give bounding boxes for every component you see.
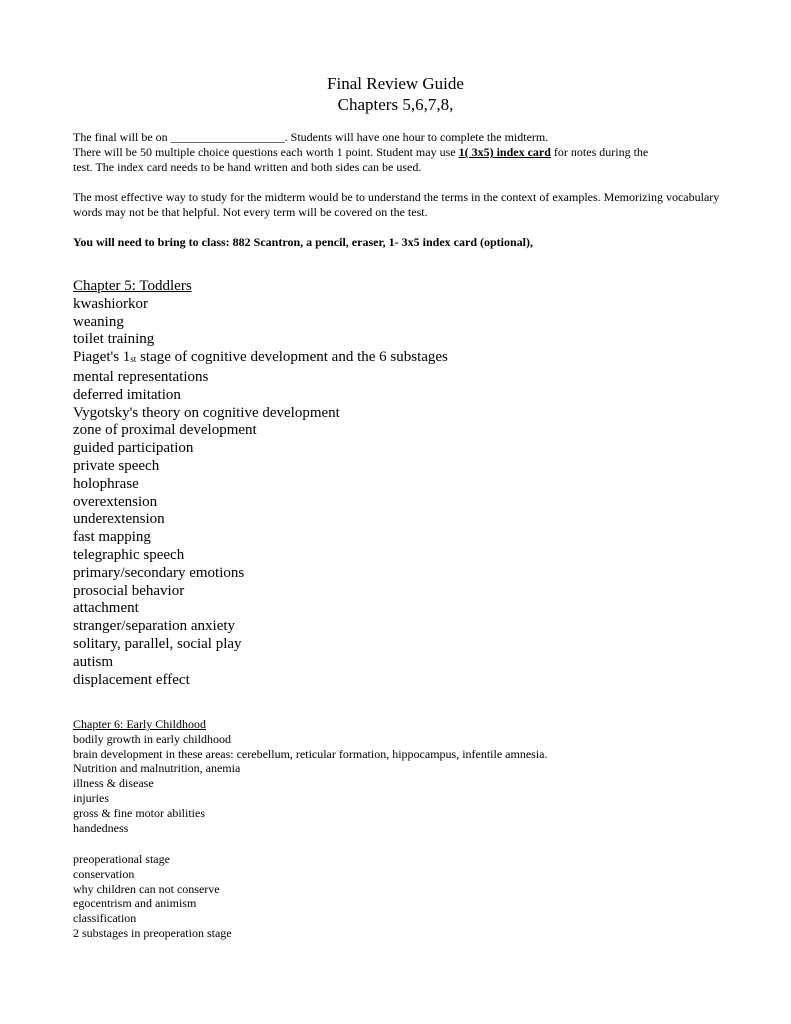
- list-item: gross & fine motor abilities: [73, 805, 205, 820]
- list-item: illness & disease: [73, 776, 154, 791]
- chapter5-terms-list: [73, 296, 448, 690]
- chapter5-section: [73, 278, 448, 689]
- list-item: private speech: [73, 457, 160, 474]
- chapter6-terms-list: [73, 732, 548, 836]
- list-item: autism: [73, 653, 113, 670]
- list-item: kwashiorkor: [73, 295, 148, 312]
- piaget-text-tail: stage of cognitive development and the 6 substages: [136, 349, 448, 366]
- intro-questions-text: There will be 50 multiple choice questions each worth 1 point. Student may use: [73, 145, 459, 159]
- list-item: [73, 349, 448, 369]
- page-title: Final Review Guide: [327, 74, 464, 93]
- piaget-text: Piaget's 1: [73, 349, 131, 366]
- list-item: overextension: [73, 493, 158, 510]
- list-item: zone of proximal development: [73, 422, 257, 439]
- list-item: telegraphic speech: [73, 546, 185, 563]
- chapter6-section: [73, 717, 548, 835]
- list-item: conservation: [73, 866, 135, 881]
- index-card-emphasis: 1( 3x5) index card: [458, 145, 551, 159]
- list-item: mental representations: [73, 368, 209, 385]
- title-block: [0, 73, 791, 115]
- list-item: egocentrism and animism: [73, 896, 197, 911]
- chapter6-heading: Chapter 6: Early Childhood: [73, 717, 206, 731]
- intro-line-index-card: test. The index card needs to be hand written and both sides can be used.: [73, 160, 422, 174]
- list-item: handedness: [73, 820, 129, 835]
- list-item: 2 substages in preoperation stage: [73, 925, 232, 940]
- list-item: stranger/separation anxiety: [73, 618, 236, 635]
- study-advice: The most effective way to study for the midterm would be to understand the terms in the context of examples. Memorizing vocabulary words may not be that helpful. Not every term will be covered on the test.: [73, 190, 720, 219]
- ordinal-suffix: st: [130, 354, 137, 365]
- list-item: why children can not conserve: [73, 881, 220, 896]
- list-item: toilet training: [73, 331, 155, 348]
- bring-to-class: You will need to bring to class: 882 Scantron, a pencil, eraser, 1- 3x5 index card (optional),: [73, 235, 534, 249]
- list-item: brain development in these areas: cerebellum, reticular formation, hippocampus, infentile amnesia.: [73, 746, 548, 761]
- spacer: [73, 220, 733, 235]
- list-item: Vygotsky's theory on cognitive development: [73, 404, 340, 421]
- chapter5-heading: Chapter 5: Toddlers: [73, 278, 192, 294]
- page-subtitle: Chapters 5,6,7,8,: [337, 95, 454, 114]
- list-item: bodily growth in early childhood: [73, 731, 231, 746]
- list-item: solitary, parallel, social play: [73, 635, 242, 652]
- intro-questions-tail: for notes during the: [550, 145, 649, 159]
- list-item: classification: [73, 911, 137, 926]
- list-item: injuries: [73, 790, 109, 805]
- list-item: Nutrition and malnutrition, anemia: [73, 761, 241, 776]
- list-item: weaning: [73, 313, 124, 330]
- list-item: fast mapping: [73, 529, 151, 546]
- list-item: underextension: [73, 511, 165, 528]
- list-item: guided participation: [73, 440, 194, 457]
- list-item: deferred imitation: [73, 386, 181, 403]
- list-item: prosocial behavior: [73, 582, 185, 599]
- chapter6-preoperational-list: [73, 852, 232, 941]
- list-item: holophrase: [73, 475, 139, 492]
- list-item: preoperational stage: [73, 852, 170, 866]
- list-item: primary/secondary emotions: [73, 564, 245, 581]
- spacer: [73, 175, 733, 190]
- intro-section: [73, 130, 733, 250]
- list-item: attachment: [73, 600, 139, 617]
- list-item: displacement effect: [73, 671, 190, 688]
- intro-line-date: The final will be on ___________________. Students will have one hour to complete the midterm.: [73, 130, 549, 144]
- chapter6-preoperational-section: [73, 852, 232, 941]
- intro-line-questions: [73, 145, 733, 160]
